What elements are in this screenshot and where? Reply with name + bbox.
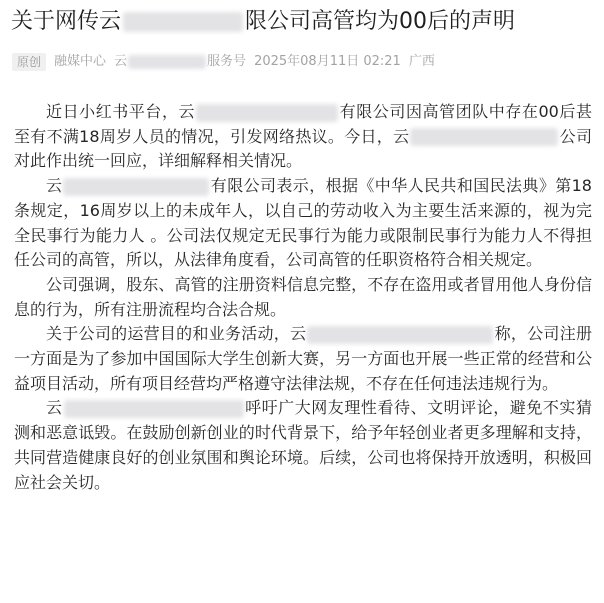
redacted-company-name — [410, 128, 558, 146]
redacted-company-name — [123, 12, 243, 32]
paragraph-5 — [14, 396, 592, 495]
paragraph-1-text-c: 公司对此作出统一回应，详细解释相关情况。 — [14, 126, 592, 171]
article-title — [11, 7, 601, 37]
redacted-company-name — [196, 104, 338, 122]
article-meta — [12, 52, 597, 72]
paragraph-4-text-b: 称，公司注册一方面是为了参加中国国际大学生创新大赛，另一方面也开展一些正常的经营和公益项目活动，所有项目经营均严格遵守法律法规，不存在任何违法违规行为。 — [14, 324, 592, 393]
paragraph-4-text-a: 关于公司的运营目的和业务活动，云 — [46, 324, 307, 344]
paragraph-3 — [14, 273, 592, 322]
redacted-account-name — [128, 55, 206, 69]
article-body — [14, 100, 592, 495]
redacted-company-name — [307, 326, 493, 344]
title-text-start: 关于网传云 — [11, 9, 122, 34]
author-name[interactable]: 融媒中心 — [54, 54, 107, 69]
paragraph-5-text-b: 呼吁广大网友理性看待、文明评论，避免不实猜测和恶意诋毁。在鼓励创新创业的时代背景下，给予年轻创业者更多理解和支持，共同营造健康良好的创业氛围和舆论环境。后续，公司也将保持开放透明，积极回应社会关切。 — [14, 398, 592, 492]
account-name-prefix[interactable]: 云 — [114, 54, 128, 69]
title-text-end: 限公司高管均为00后的声明 — [245, 9, 516, 34]
paragraph-2-text-b: 有限公司表示，根据《中华人民共和国民法典》第18条规定，16周岁以上的未成年人，以自己的劳动收入为主要生活来源的，视为完全民事行为能力人 。公司法仅规定无民事行为能力或限制民事行为能力人不得担任公司的高管，所以，从法律角度看，公司高管的任职资格符合相关规定。 — [14, 176, 592, 270]
publish-location: 广西 — [408, 54, 435, 69]
publish-datetime: 2025年08月11日 02:21 — [254, 54, 401, 69]
account-name-suffix[interactable]: 服务号 — [207, 54, 247, 69]
paragraph-5-text-a: 云 — [46, 398, 63, 418]
original-badge: 原创 — [12, 53, 46, 71]
paragraph-2-text-a: 云 — [46, 176, 63, 196]
redacted-company-name — [64, 400, 244, 418]
paragraph-3-text: 公司强调，股东、高管的注册资料信息完整，不存在盗用或者冒用他人身份信息的行为，所有注册流程均合法合规。 — [14, 274, 592, 319]
paragraph-1-text-a: 近日小红书平台，云 — [46, 102, 196, 121]
redacted-company-name — [63, 178, 209, 196]
paragraph-1-text-b: 有限公司因高管团队中存在00后甚至有不满18周岁人员的情况，引发网络热议。今日，云 — [14, 102, 592, 146]
paragraph-1 — [14, 100, 592, 174]
paragraph-4 — [14, 322, 592, 396]
paragraph-2 — [14, 174, 592, 273]
